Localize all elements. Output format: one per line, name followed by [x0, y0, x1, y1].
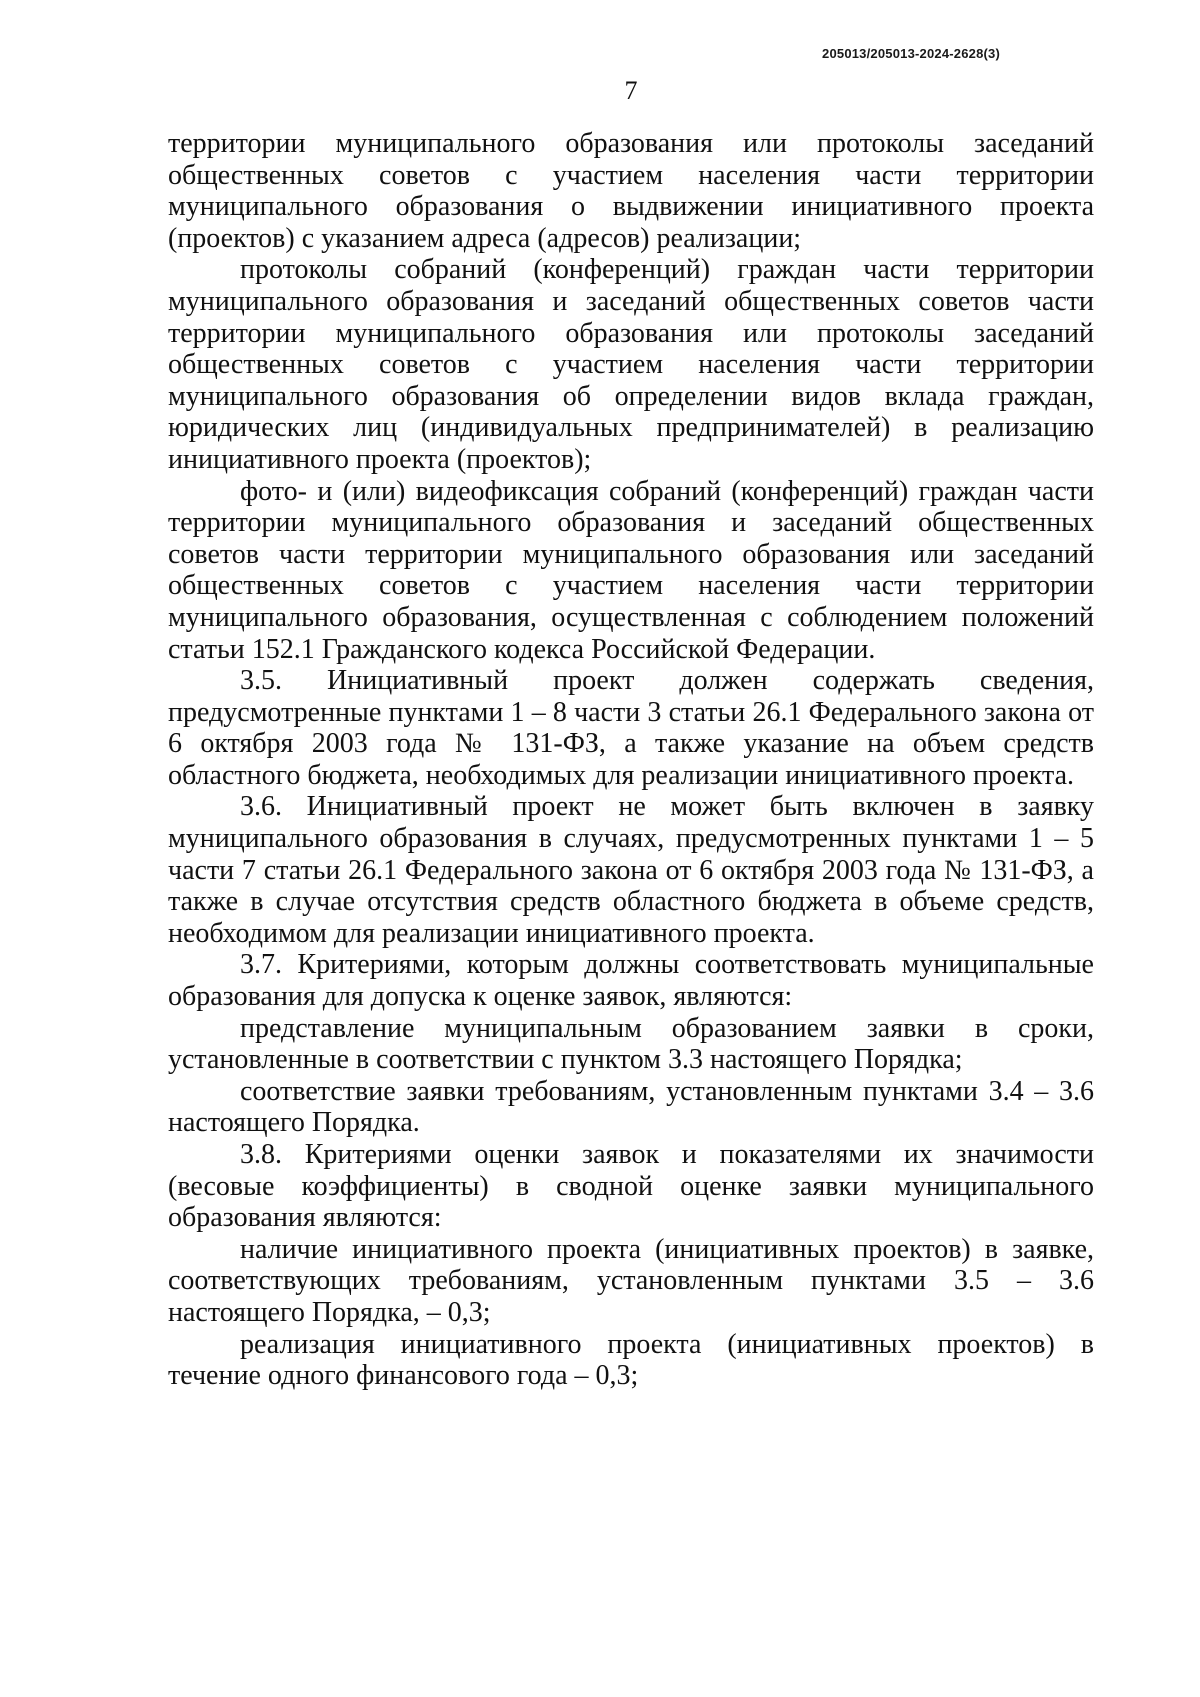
paragraph-protocols-contribution: протоколы собраний (конференций) граждан части территории муниципального образования и заседаний общественных советов части территории муниципального образования или протоколы заседаний общественных советов с участием населения части территории муниципального образования об определении видов вклада граждан, юридических лиц (индивидуальных предпринимателей) в реализацию инициативного проекта (проектов); — [168, 254, 1094, 475]
paragraph-3-8: 3.8. Критериями оценки заявок и показателями их значимости (весовые коэффициенты) в сводной оценке заявки муниципального образования являются: — [168, 1139, 1094, 1234]
paragraph-criterion-deadline: представление муниципальным образованием заявки в сроки, установленные в соответствии с пунктом 3.3 настоящего Порядка; — [168, 1012, 1094, 1076]
paragraph-3-5: 3.5. Инициативный проект должен содержать сведения, предусмотренные пунктами 1 – 8 части 3 статьи 26.1 Федерального закона от 6 октября 2003 года № 131-ФЗ, а также указание на объем средств областного бюджета, необходимых для реализации инициативного проекта. — [168, 665, 1094, 791]
paragraph-continuation: территории муниципального образования или протоколы заседаний общественных советов с участием населения части территории муниципального образования о выдвижении инициативного проекта (проектов) с указанием адреса (адресов) реализации; — [168, 128, 1094, 254]
paragraph-criterion-requirements: соответствие заявки требованиям, установленным пунктами 3.4 – 3.6 настоящего Порядка. — [168, 1075, 1094, 1139]
document-body — [168, 128, 1094, 1392]
paragraph-photo-video: фото- и (или) видеофиксация собраний (конференций) граждан части территории муниципального образования и заседаний общественных советов части территории муниципального образования или заседаний общественных советов с участием населения части территории муниципального образования, осуществленная с соблюдением положений статьи 152.1 Гражданского кодекса Российской Федерации. — [168, 475, 1094, 665]
paragraph-weight-one-year: реализация инициативного проекта (инициативных проектов) в течение одного финансового года – 0,3; — [168, 1328, 1094, 1392]
paragraph-weight-project-presence: наличие инициативного проекта (инициативных проектов) в заявке, соответствующих требованиям, установленным пунктами 3.5 – 3.6 настоящего Порядка, – 0,3; — [168, 1233, 1094, 1328]
page-number: 7 — [624, 76, 638, 105]
document-registration-number: 205013/205013-2024-2628(3) — [822, 46, 1000, 61]
paragraph-3-6: 3.6. Инициативный проект не может быть включен в заявку муниципального образования в случаях, предусмотренных пунктами 1 – 5 части 7 статьи 26.1 Федерального закона от 6 октября 2003 года № 131-ФЗ, а также в случае отсутствия средств областного бюджета в объеме средств, необходимом для реализации инициативного проекта. — [168, 791, 1094, 949]
paragraph-3-7: 3.7. Критериями, которым должны соответствовать муниципальные образования для допуска к оценке заявок, являются: — [168, 949, 1094, 1013]
